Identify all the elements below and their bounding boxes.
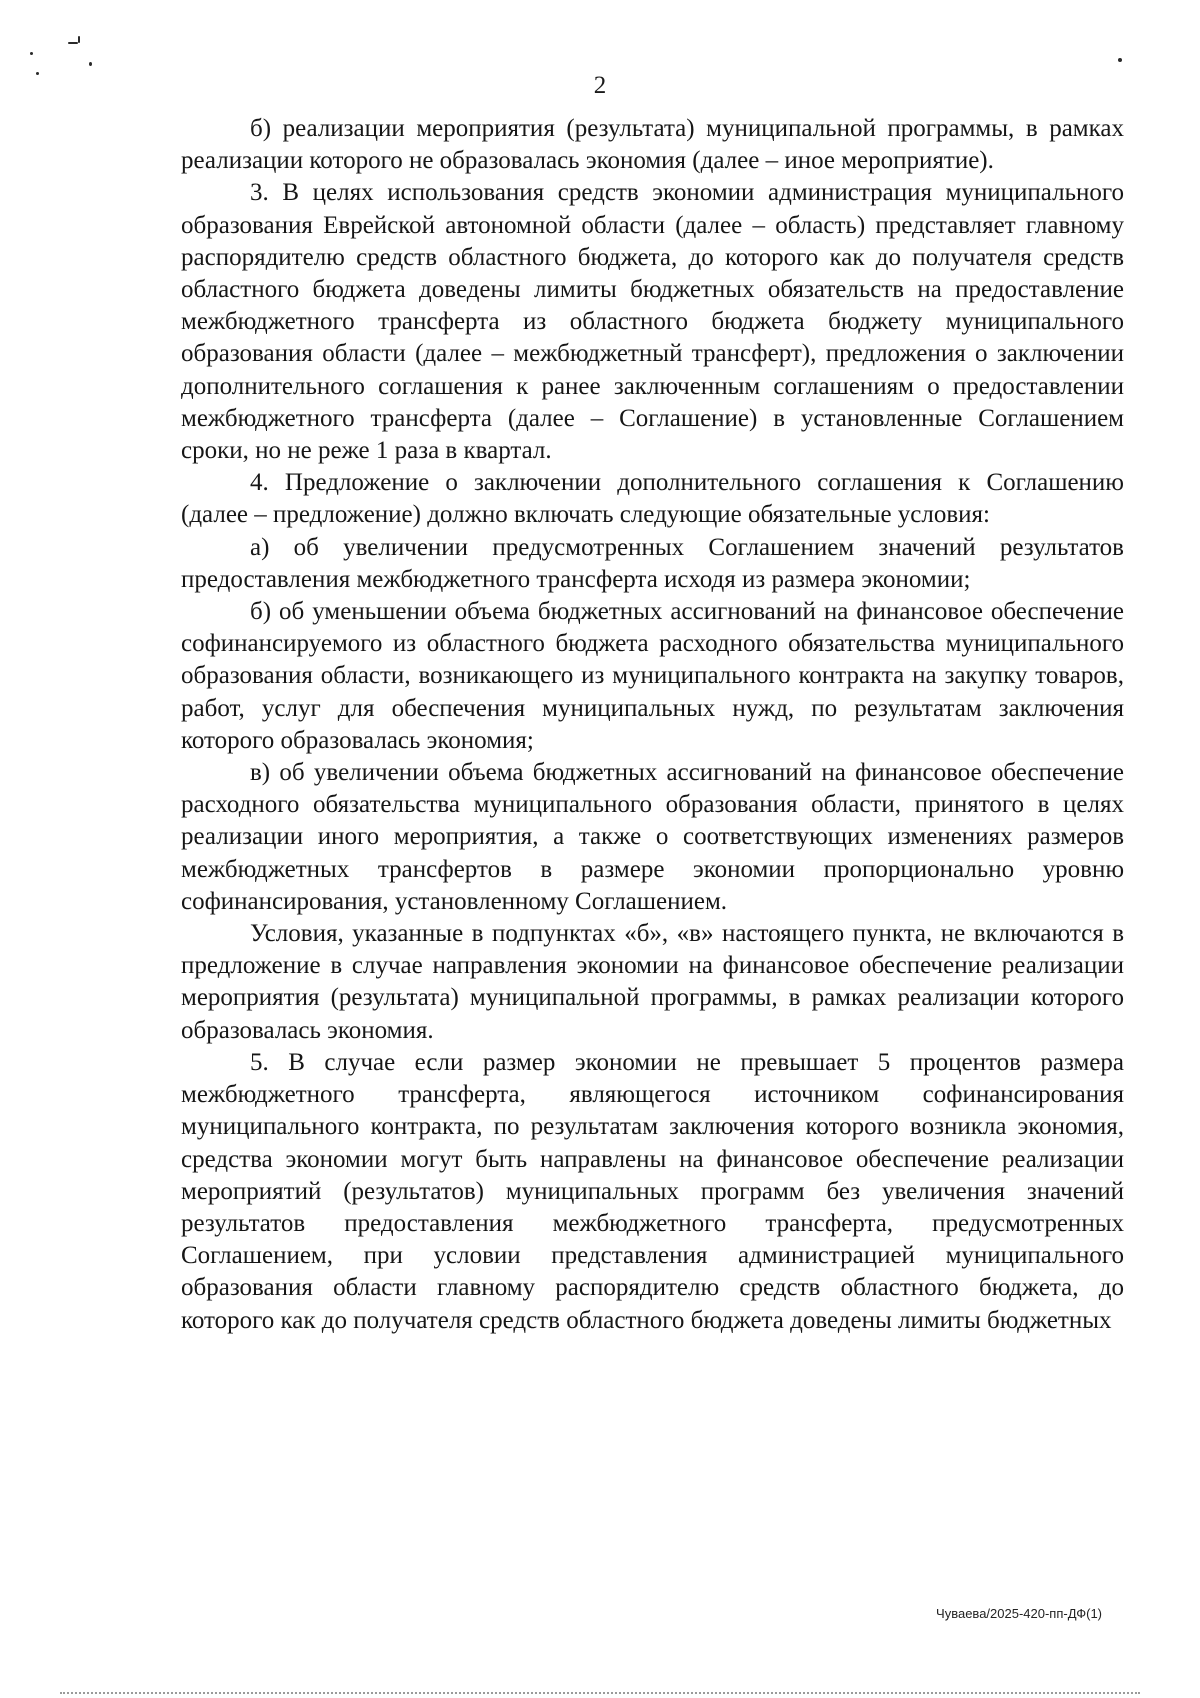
paragraph-item-5: 5. В случае если размер экономии не превышает 5 процентов размера межбюджетного трансферта, являющегося источником софинансирования муниципального контракта, по результатам заключения которого возникла экономия, средства экономии могут быть направлены на финансовое обеспечение реализации мероприятий (результатов) муниципальных программ без увеличения значений результатов предоставления межбюджетного трансферта, предусмотренных Соглашением, при условии представления администрацией муниципального образования области главному распорядителю средств областного бюджета, до которого как до получателя средств областного бюджета доведены лимиты бюджетных bbox=[181, 1048, 1124, 1334]
page-number: 2 bbox=[593, 72, 607, 99]
paragraph-item-4b: б) об уменьшении объема бюджетных ассигнований на финансовое обеспечение софинансируемого из областного бюджета расходного обязательства муниципального образования области, возникающего из муниципального контракта на закупку товаров, работ, услуг для обеспечения муниципальных нужд, по результатам заключения которого образовалась экономия; bbox=[181, 598, 1124, 754]
paragraph-conditions: Условия, указанные в подпунктах «б», «в» настоящего пункта, не включаются в предложение в случае направления экономии на финансовое обеспечение реализации мероприятия (результата) муниципальной программы, в рамках реализации которого образовалась экономия. bbox=[181, 920, 1124, 1044]
scan-artifact-line bbox=[60, 1692, 1140, 1694]
scan-speck bbox=[89, 62, 92, 66]
scan-speck bbox=[1118, 58, 1122, 62]
paragraph-item-4a: а) об увеличении предусмотренных Соглашением значений результатов предоставления межбюджетного трансферта исходя из размера экономии; bbox=[181, 533, 1124, 593]
scan-speck bbox=[30, 52, 33, 55]
document-body bbox=[181, 113, 1124, 1337]
paragraph-item-4: 4. Предложение о заключении дополнительного соглашения к Соглашению (далее – предложение) должно включать следующие обязательные условия: bbox=[181, 469, 1124, 529]
paragraph-item-3: 3. В целях использования средств экономии администрация муниципального образования Еврейской автономной области (далее – область) представляет главному распорядителю средств областного бюджета, до которого как до получателя средств областного бюджета доведены лимиты бюджетных обязательств на предоставление межбюджетного трансферта из областного бюджета бюджету муниципального образования области (далее – межбюджетный трансферт), предложения о заключении дополнительного соглашения к ранее заключенным соглашениям о предоставлении межбюджетного трансферта (далее – Соглашение) в установленные Соглашением сроки, но не реже 1 раза в квартал. bbox=[181, 179, 1124, 465]
scan-speck bbox=[68, 42, 78, 44]
scan-speck bbox=[78, 36, 80, 43]
paragraph-subitem-b: б) реализации мероприятия (результата) муниципальной программы, в рамках реализации которого не образовалась экономия (далее – иное мероприятие). bbox=[181, 115, 1124, 175]
paragraph-item-4v: в) об увеличении объема бюджетных ассигнований на финансовое обеспечение расходного обязательства муниципального образования области, принятого в целях реализации иного мероприятия, а также о соответствующих изменениях размеров межбюджетных трансфертов в размере экономии пропорционально уровню софинансирования, установленному Соглашением. bbox=[181, 759, 1124, 915]
document-code: Чуваева/2025-420-пп-ДФ(1) bbox=[936, 1606, 1102, 1621]
